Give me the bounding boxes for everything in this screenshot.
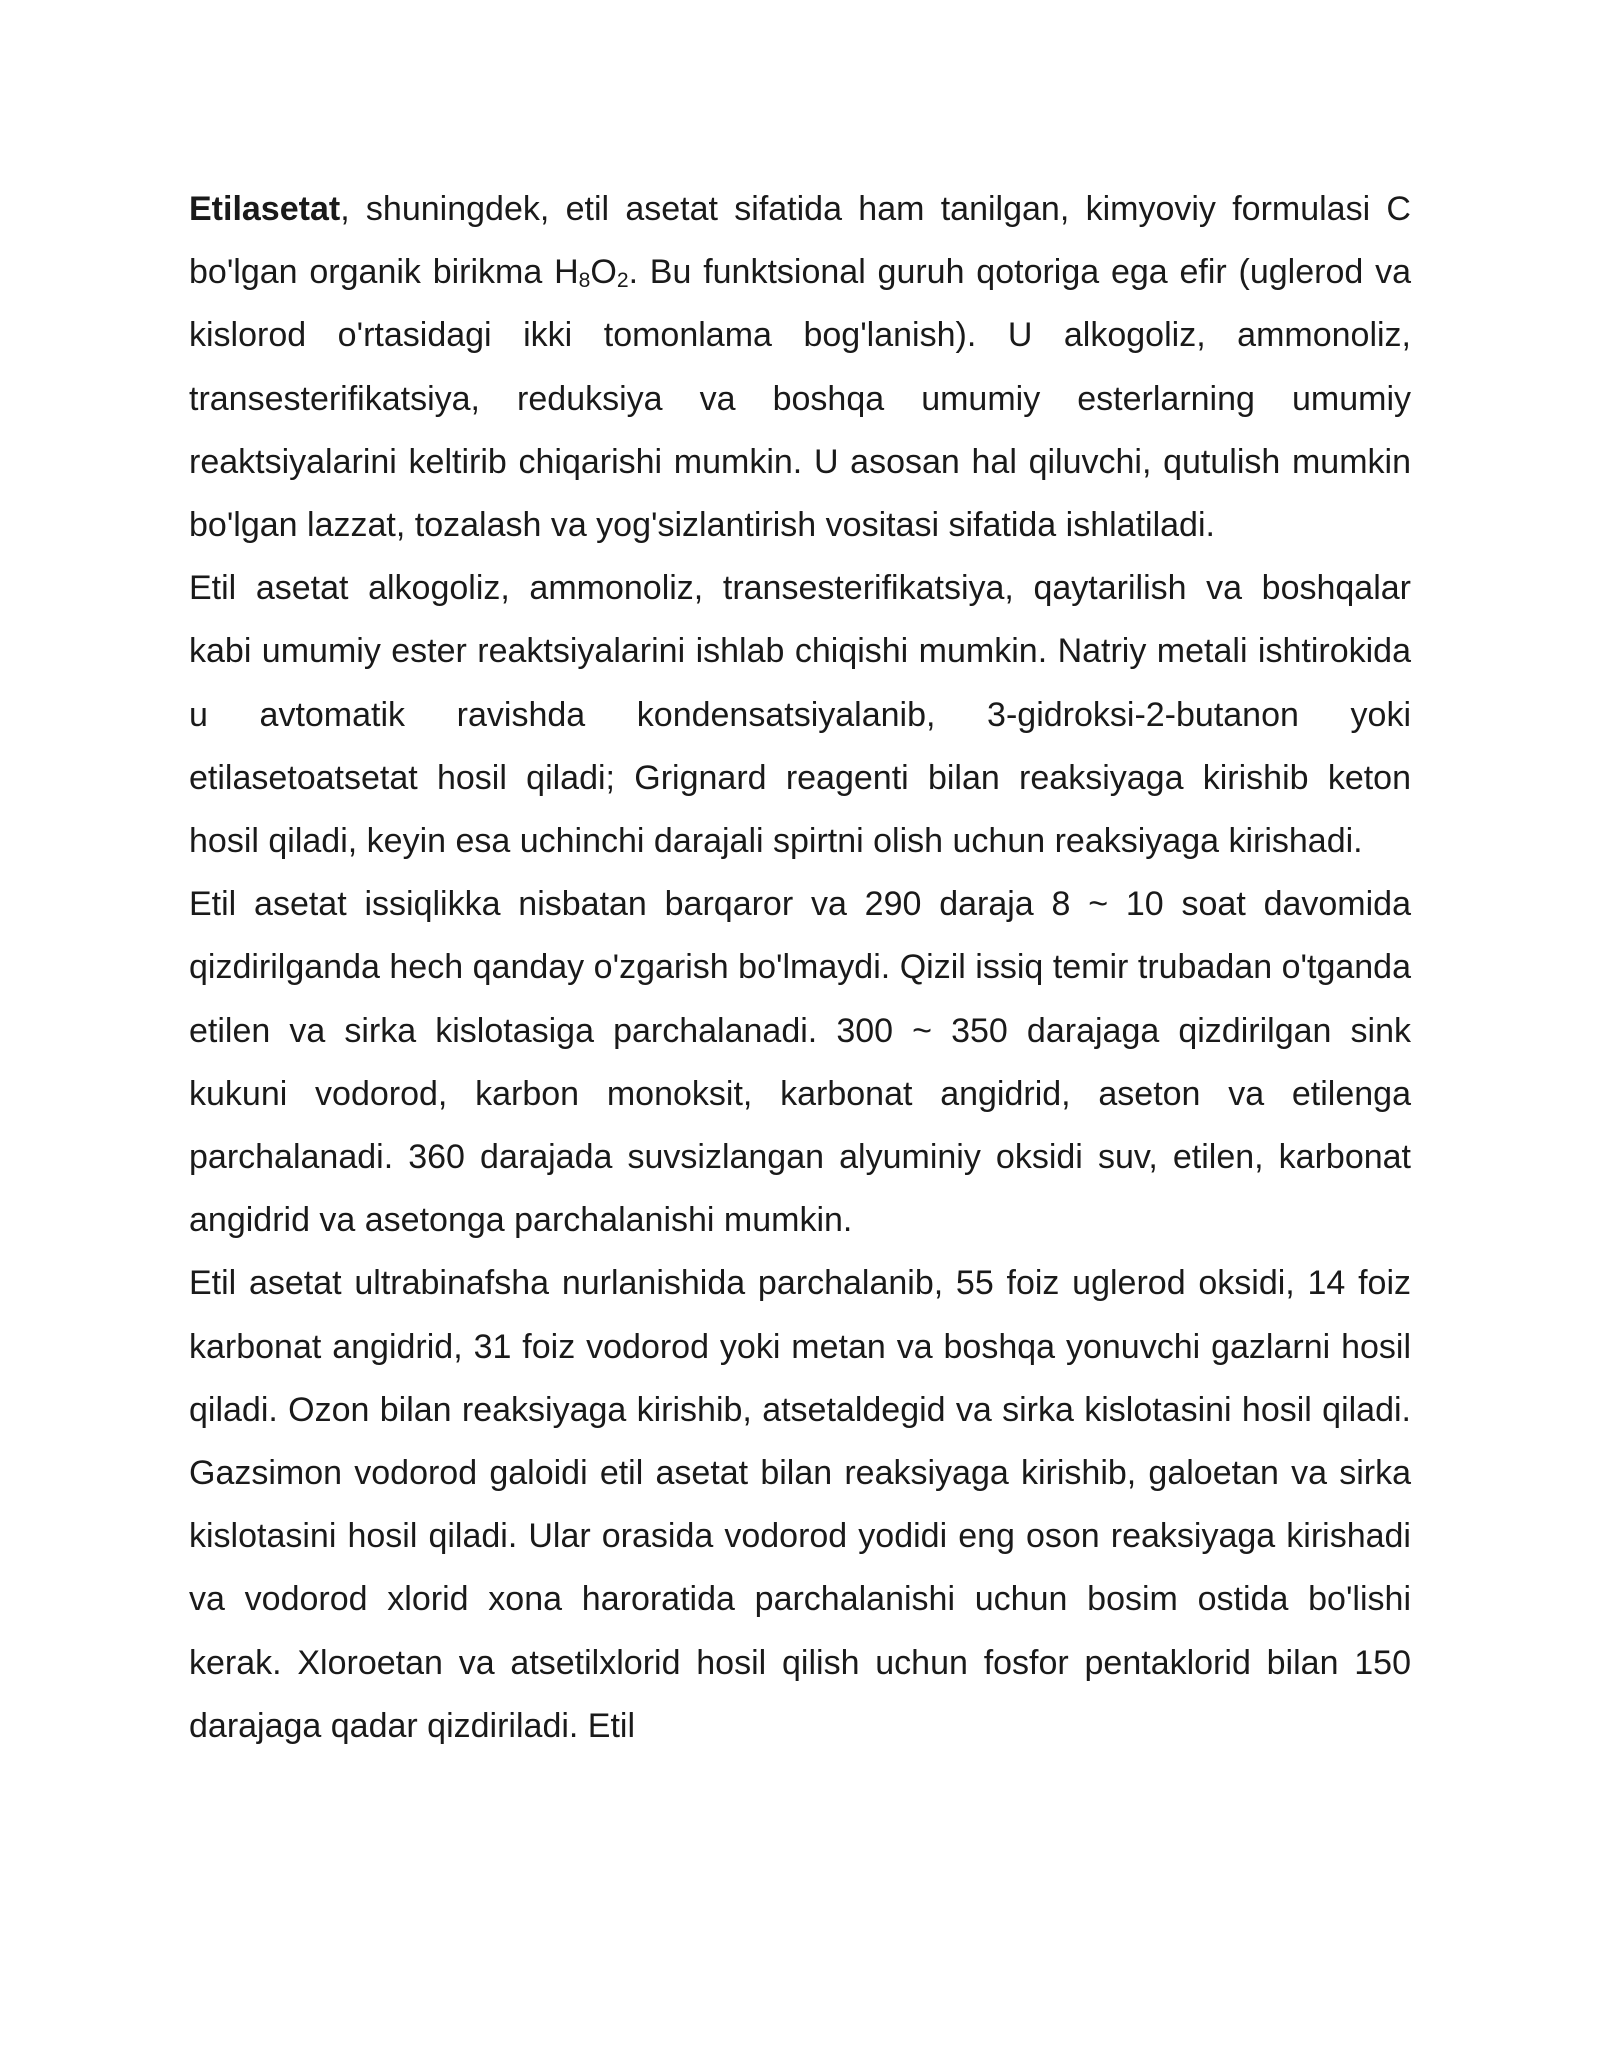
paragraph-1-text-a: , shuningdek, etil asetat sifatida ham tanilgan, kimyoviy formulasi C bo'lgan organik birikma H [189,190,1411,292]
paragraph-3: Etil asetat issiqlikka nisbatan barqaror va 290 daraja 8 ~ 10 soat davomida qizdirilganda hech qanday o'zgarish bo'lmaydi. Qizil issiq temir trubadan o'tganda etilen va sirka kislotasiga parchalanadi. 300 ~ 350 darajaga qizdirilgan sink kukuni vodorod, karbon monoksit, karbonat angidrid, aseton va etilenga parchalanadi. 360 darajada suvsizlangan alyuminiy oksidi suv, etilen, karbonat angidrid va asetonga parchalanishi mumkin. [189,885,1411,1240]
formula-subscript-h: 8 [578,268,591,292]
formula-subscript-o: 2 [616,268,629,292]
paragraph-1-text-b: . Bu funktsional guruh qotoriga ega efir (uglerod va kislorod o'rtasidagi ikki tomonlama bog'lanish). U alkogoliz, ammonoliz, transesterifikatsiya, reduksiya va boshqa umumiy esterlarning umumiy reaktsiyalarini keltirib chiqarishi mumkin. U asosan hal qiluvchi, qutulish mumkin bo'lgan lazzat, tozalash va yog'sizlantirish vositasi sifatida ishlatiladi. [189,253,1411,545]
paragraph-1 [189,178,1411,557]
formula-element-o: O [590,253,617,292]
paragraph-2: Etil asetat alkogoliz, ammonoliz, transesterifikatsiya, qaytarilish va boshqalar kabi umumiy ester reaktsiyalarini ishlab chiqishi mumkin. Natriy metali ishtirokida u avtomatik ravishda kondensatsiyalanib, 3-gidroksi-2-butanon yoki etilasetoatsetat hosil qiladi; Grignard reagenti bilan reaksiyaga kirishib keton hosil qiladi, keyin esa uchinchi darajali spirtni olish uchun reaksiyaga kirishadi. [189,569,1411,861]
paragraph-4: Etil asetat ultrabinafsha nurlanishida parchalanib, 55 foiz uglerod oksidi, 14 foiz karbonat angidrid, 31 foiz vodorod yoki metan va boshqa yonuvchi gazlarni hosil qiladi. Ozon bilan reaksiyaga kirishib, atsetaldegid va sirka kislotasini hosil qiladi. Gazsimon vodorod galoidi etil asetat bilan reaksiyaga kirishib, galoetan va sirka kislotasini hosil qiladi. Ular orasida vodorod yodidi eng oson reaksiyaga kirishadi va vodorod xlorid xona haroratida parchalanishi uchun bosim ostida bo'lishi kerak. Xloroetan va atsetilxlorid hosil qilish uchun fosfor pentaklorid bilan 150 darajaga qadar qizdiriladi. Etil [189,1264,1411,1745]
term-heading: Etilasetat [189,190,341,228]
document-body [189,178,1411,1758]
